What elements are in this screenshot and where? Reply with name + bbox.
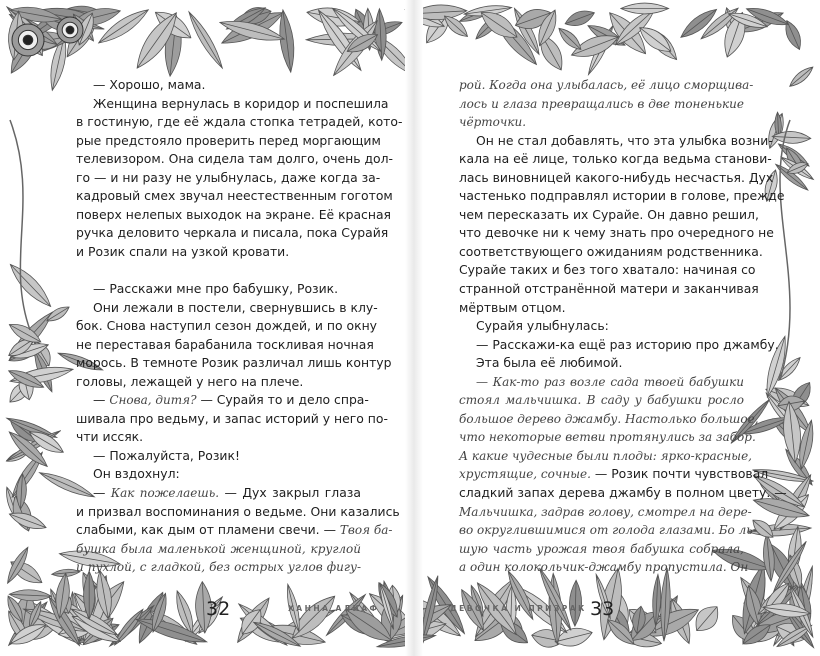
text-line (459, 132, 773, 151)
text-segment: Сурайе таких и без того хватало: начиная со (459, 262, 756, 278)
italic-text: Твоя ба- (339, 523, 393, 538)
text-segment: слабыми, как дым от пламени свечи. — (76, 522, 340, 538)
text-segment: — Хорошо, мама. (93, 77, 206, 92)
text-line (76, 521, 393, 540)
text-segment: что девочке ни к чему знать про очередного не (459, 225, 774, 241)
italic-text: Как пожелаешь. (110, 486, 220, 501)
text-segment: мёртвым отцом. (459, 299, 566, 315)
italic-text: — Как-то раз возле сада твоей бабушки (476, 374, 744, 389)
page-number-right: 33 (590, 598, 615, 620)
page-number-left: 32 (206, 598, 231, 620)
text-line (76, 243, 361, 262)
text-line (459, 206, 759, 225)
text-line (76, 150, 394, 169)
text-line (76, 503, 400, 522)
text-line (459, 521, 757, 540)
text-line (459, 503, 752, 522)
text-segment: Они лежали в постели, свернувшись в клу- (93, 299, 378, 315)
text-line (459, 428, 756, 447)
text-segment: ручка деловито черкала и писала, пока Сурайя (76, 225, 389, 241)
text-segment: не переставая барабанила тоскливая ночная (76, 336, 374, 352)
text-line (76, 428, 361, 447)
running-head-author: ХАННА АЛКАФ (288, 604, 380, 613)
text-line (459, 540, 744, 559)
leaf-decoration (555, 25, 584, 54)
text-line (76, 132, 381, 151)
italic-text: хрустящие, сочные. (459, 467, 591, 482)
text-segment: бок. Снова наступил сезон дождей, и по окну (76, 318, 378, 334)
left-page-text (76, 76, 403, 577)
italic-text: шую часть урожая твоя бабушка собрала, (459, 541, 744, 556)
text-line (76, 336, 374, 355)
text-segment: — (93, 392, 110, 408)
italic-text: Снова, дитя? (109, 393, 197, 408)
text-segment: — Пожалуйста, Розик! (93, 447, 240, 463)
text-line (459, 76, 754, 95)
text-line (459, 484, 787, 503)
text-line (76, 76, 361, 95)
leaf-decoration (5, 260, 55, 312)
text-line (76, 261, 361, 280)
italic-text: во округлившимися от голода глазами. Бо ль- (459, 523, 757, 538)
text-line (459, 447, 752, 466)
text-line (76, 224, 389, 243)
text-line (459, 113, 744, 132)
italic-text: большое дерево джамбу. Настолько большое, (459, 411, 759, 426)
text-segment: в гостиную, где её ждала стопка тетрадей, кото- (76, 114, 403, 130)
right-page-text (459, 76, 787, 577)
text-line (76, 373, 361, 392)
text-line (459, 465, 769, 484)
text-segment: кадровый смех звучал неестественным гоготом (76, 188, 393, 204)
text-line (76, 447, 361, 466)
eye-creature-illustration (12, 24, 44, 56)
text-segment: кала на её лице, только когда ведьма станови- (459, 151, 772, 167)
text-line (459, 261, 756, 280)
text-segment: — Расскажи-ка ещё раз историю про джамбу. (476, 336, 779, 352)
text-segment: сладкий запах дерева джамбу в полном цвету. — (459, 485, 787, 501)
text-segment: соответствующего ожиданиям родственника. (459, 243, 763, 259)
leaf-decoration (9, 589, 52, 602)
text-segment: шивала про ведьму, и запас историй у него по- (76, 410, 388, 426)
text-line (459, 150, 772, 169)
text-line (76, 113, 403, 132)
text-line (459, 169, 774, 188)
text-line (459, 373, 744, 392)
italic-text: бушка была маленькой женщиной, круглой (76, 541, 361, 556)
text-segment: Сурайя улыбнулась: (476, 318, 609, 334)
italic-text: чёрточки. (459, 115, 527, 130)
text-line (76, 206, 392, 225)
text-segment: и Розик спали на узкой кровати. (76, 243, 290, 259)
text-line (76, 465, 361, 484)
text-segment: Он не стал добавлять, что эта улыбка возни- (476, 132, 773, 148)
text-line (459, 336, 779, 355)
text-line (76, 540, 361, 559)
text-line (76, 299, 378, 318)
leaf-decoration (689, 601, 724, 637)
text-segment: странной отстранённой матери и заканчивая (459, 281, 759, 297)
book-gutter (405, 0, 423, 656)
italic-text: А какие чудесные были плоды: ярко-красные, (459, 448, 752, 463)
text-line (459, 354, 744, 373)
text-line (459, 391, 744, 410)
text-line (76, 280, 361, 299)
text-line (76, 410, 388, 429)
text-segment: Женщина вернулась в коридор и поспешила (93, 95, 389, 111)
eye-creature-illustration (57, 17, 83, 43)
text-segment: Он вздохнул: (93, 466, 180, 482)
text-segment: — Дух закрыл глаза (219, 485, 361, 501)
text-line (459, 280, 759, 299)
text-segment: телевизором. Она сидела там долго, очень дол- (76, 151, 394, 167)
text-line (459, 224, 774, 243)
text-segment: рые предстояло проверить перед моргающим (76, 132, 381, 148)
italic-text: а один колокольчик-джамбу пропустила. Он (459, 560, 749, 575)
text-segment: — Расскажи мне про бабушку, Розик. (93, 281, 339, 297)
text-line (76, 558, 361, 577)
text-line (459, 558, 749, 577)
italic-text: рой. Когда она улыбалась, её лицо сморщива- (459, 78, 754, 92)
text-segment: морось. В темноте Розик различал лишь контур (76, 355, 392, 371)
italic-text: что некоторые ветви протянулись за забор. (459, 430, 756, 445)
text-line (459, 243, 763, 262)
text-segment: — Розик почти чувствовал (590, 466, 769, 482)
text-line (76, 95, 389, 114)
text-segment: лась виновницей какого-нибудь несчастья. Дух (459, 169, 774, 185)
leaf-decoration (621, 3, 669, 14)
text-segment: чти иссяк. (76, 429, 144, 445)
text-line (76, 391, 369, 410)
text-line (459, 187, 785, 206)
text-segment: го — и ни разу не улыбнулась, даже когда за- (76, 169, 381, 185)
text-line (76, 169, 381, 188)
text-line (459, 410, 759, 429)
italic-text: и пухлой, с гладкой, без острых углов фигу- (76, 560, 361, 575)
text-segment: Эта была её любимой. (476, 355, 623, 371)
leaf-decoration (185, 9, 227, 70)
leaf-decoration (787, 64, 816, 90)
italic-text: стоял мальчишка. В саду у бабушки росло (459, 393, 744, 408)
text-segment: — (93, 485, 111, 501)
text-line (76, 317, 378, 336)
text-line (459, 95, 744, 114)
italic-text: лось и глаза превращались в две тоненькие (459, 96, 744, 111)
text-line (459, 299, 744, 318)
text-line (76, 187, 393, 206)
text-segment: и призвал воспоминания о ведьме. Они казались (76, 503, 400, 519)
text-line (76, 354, 392, 373)
italic-text: Мальчишка, задрав голову, смотрел на дере- (459, 504, 752, 519)
text-segment: — Сурайя то и дело спра- (196, 392, 369, 408)
text-segment: чем пересказать их Сурайе. Он давно решил, (459, 206, 759, 222)
leaf-decoration (276, 9, 297, 73)
running-head-title: ДЕВОЧКА И ПРИЗРАК (450, 604, 587, 613)
text-segment: головы, лежащей у него на плече. (76, 373, 304, 389)
text-line (76, 484, 361, 503)
text-line (459, 317, 744, 336)
vine-decoration (10, 120, 30, 330)
text-segment: поверх нелепых выходок на экране. Её красная (76, 206, 392, 222)
text-segment: частенько подправлял истории в голове, прежде (459, 188, 785, 204)
